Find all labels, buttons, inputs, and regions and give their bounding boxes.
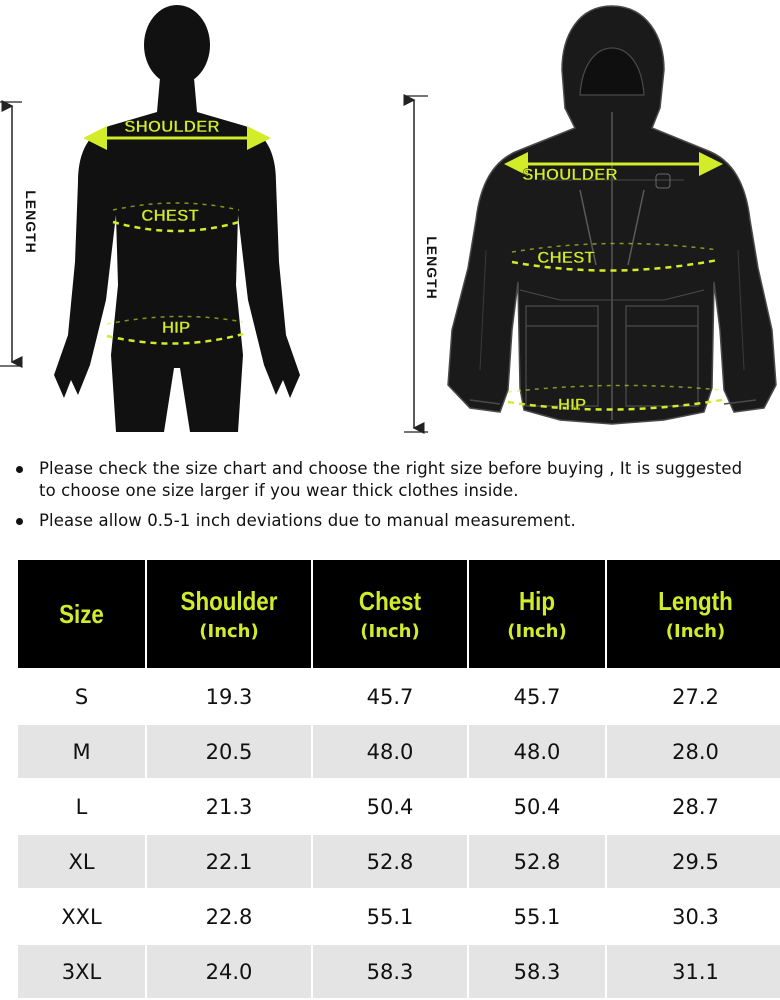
length-cell: 28.7 [606, 779, 780, 834]
table-row [18, 669, 780, 724]
body-hip-label: HIP [161, 318, 191, 337]
bullet-icon [16, 518, 23, 525]
hip-cell: 45.7 [468, 669, 606, 724]
chest-cell: 55.1 [312, 889, 468, 944]
size-cell: S [18, 669, 146, 724]
chest-cell: 48.0 [312, 724, 468, 779]
header-label: Length [658, 586, 733, 616]
jacket-chest-label: CHEST [537, 248, 595, 267]
length-cell: 31.1 [606, 944, 780, 998]
length-cell: 30.3 [606, 889, 780, 944]
header-unit: (Inch) [199, 621, 259, 642]
header-shoulder [146, 560, 312, 669]
size-cell: XL [18, 834, 146, 889]
shoulder-cell: 20.5 [146, 724, 312, 779]
table-header-row [18, 560, 780, 669]
length-cell: 28.0 [606, 724, 780, 779]
header-size [18, 560, 146, 669]
body-shoulder-label: SHOULDER [124, 117, 220, 136]
size-cell: L [18, 779, 146, 834]
table-row [18, 944, 780, 998]
header-unit: (Inch) [360, 621, 420, 642]
length-cell: 27.2 [606, 669, 780, 724]
header-label: Chest [358, 586, 422, 616]
table-row [18, 724, 780, 779]
bullet-icon [16, 466, 23, 473]
size-cell: XXL [18, 889, 146, 944]
length-cell: 29.5 [606, 834, 780, 889]
body-length-label: LENGTH [23, 190, 39, 254]
hip-cell: 48.0 [468, 724, 606, 779]
header-chest [312, 560, 468, 669]
hip-cell: 55.1 [468, 889, 606, 944]
header-unit: (Inch) [507, 621, 567, 642]
shoulder-cell: 24.0 [146, 944, 312, 998]
chest-cell: 52.8 [312, 834, 468, 889]
shoulder-cell: 21.3 [146, 779, 312, 834]
body-chest-label: CHEST [141, 206, 199, 225]
note-item [14, 510, 764, 532]
chest-cell: 58.3 [312, 944, 468, 998]
size-cell: M [18, 724, 146, 779]
shoulder-cell: 22.1 [146, 834, 312, 889]
shoulder-cell: 22.8 [146, 889, 312, 944]
chest-cell: 50.4 [312, 779, 468, 834]
jacket-shoulder-label: SHOULDER [522, 165, 618, 184]
size-cell: 3XL [18, 944, 146, 998]
header-label: Size [59, 598, 104, 629]
note-text: Please check the size chart and choose the right size before buying , It is suggested to choose one size larger if you wear thick clothes inside. [39, 459, 743, 500]
table-row [18, 834, 780, 889]
measurement-figures [0, 0, 780, 445]
header-label: Hip [518, 586, 556, 616]
size-notes [14, 458, 764, 540]
header-hip [468, 560, 606, 669]
header-length [606, 560, 780, 669]
note-item [14, 458, 764, 502]
size-chart-table [18, 560, 780, 998]
jacket-length-label: LENGTH [424, 236, 440, 300]
header-label: Shoulder [180, 586, 278, 616]
table-row [18, 889, 780, 944]
jacket-hip-label: HIP [557, 395, 587, 414]
hip-cell: 50.4 [468, 779, 606, 834]
hip-cell: 52.8 [468, 834, 606, 889]
hip-cell: 58.3 [468, 944, 606, 998]
shoulder-cell: 19.3 [146, 669, 312, 724]
jacket-silhouette [448, 6, 776, 424]
note-text: Please allow 0.5-1 inch deviations due to manual measurement. [39, 511, 576, 530]
table-row [18, 779, 780, 834]
header-unit: (Inch) [665, 621, 726, 642]
chest-cell: 45.7 [312, 669, 468, 724]
